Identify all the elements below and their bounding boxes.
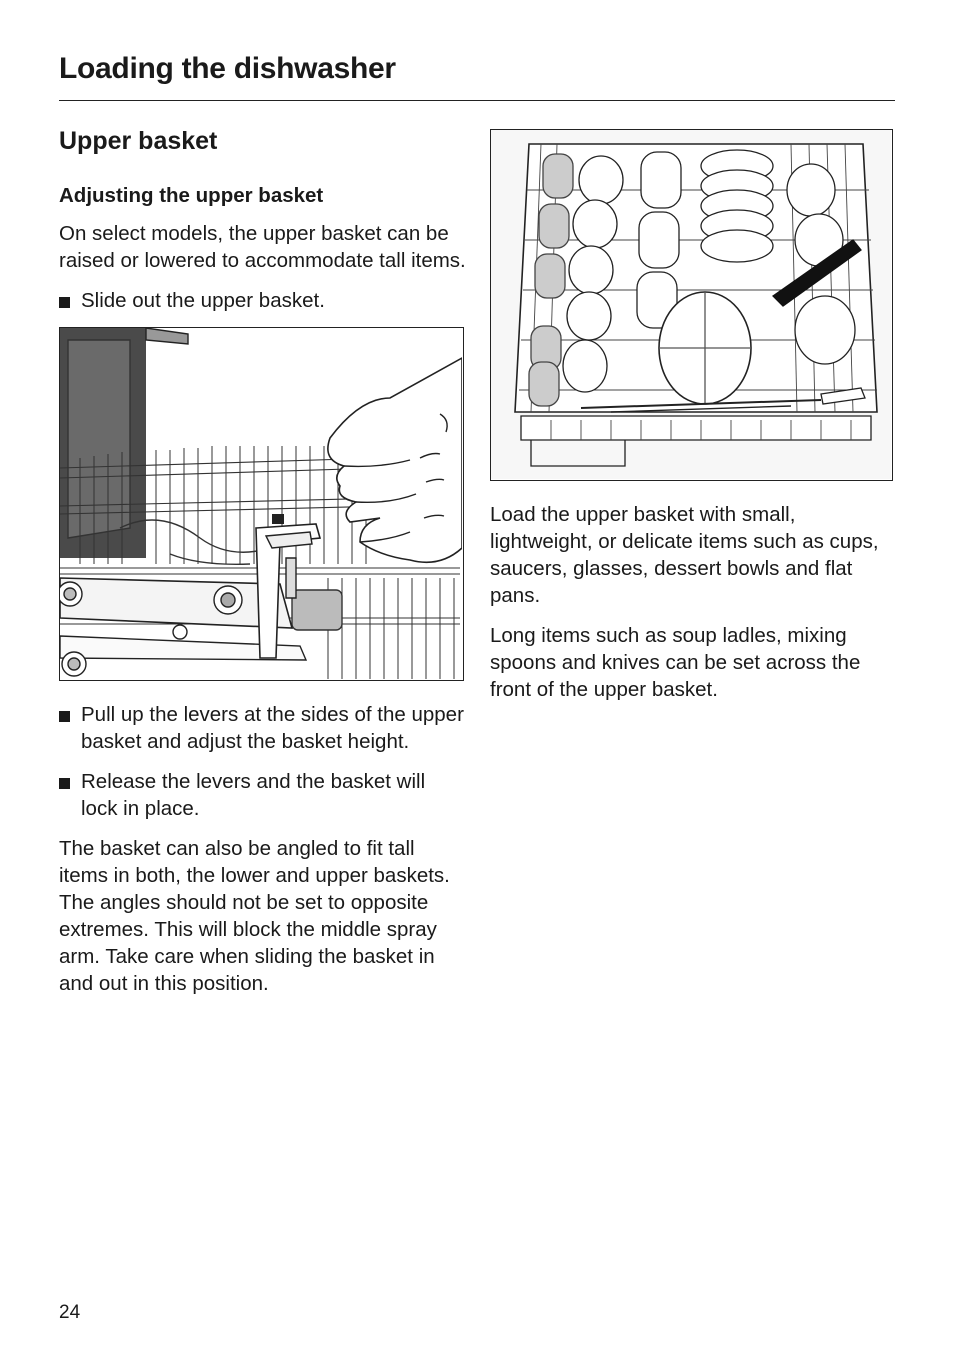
step-item <box>59 701 467 755</box>
angle-note-paragraph: The basket can also be angled to fit tall items in both, the lower and upper baskets. The angles should not be set to opposite extremes. This will block the middle spray arm. Take care when sliding the basket in and out in this position. <box>59 837 450 995</box>
intro-paragraph: On select models, the upper basket can be raised or lowered to accommodate tall items. <box>59 222 466 272</box>
square-bullet-icon <box>59 297 70 308</box>
step-text: Pull up the levers at the sides of the upper basket and adjust the basket height. <box>81 703 464 753</box>
step-text: Slide out the upper basket. <box>81 289 325 312</box>
step-item <box>59 287 467 314</box>
basket-lever-illustration <box>59 327 464 681</box>
right-column <box>490 129 894 716</box>
loading-paragraph: Load the upper basket with small, lightweight, or delicate items such as cups, saucers, glasses, dessert bowls and flat pans. <box>490 503 879 607</box>
step-item <box>59 768 467 822</box>
long-items-paragraph: Long items such as soup ladles, mixing spoons and knives can be set across the front of the upper basket. <box>490 624 861 701</box>
square-bullet-icon <box>59 778 70 789</box>
page-number: 24 <box>59 1302 81 1323</box>
title-divider <box>59 100 895 101</box>
subsection-heading: Adjusting the upper basket <box>59 184 324 207</box>
loaded-upper-basket-illustration <box>490 129 893 481</box>
left-column <box>59 124 467 1010</box>
section-heading: Upper basket <box>59 127 218 155</box>
step-text: Release the levers and the basket will lock in place. <box>81 770 426 820</box>
square-bullet-icon <box>59 711 70 722</box>
page-title: Loading the dishwasher <box>59 52 396 85</box>
